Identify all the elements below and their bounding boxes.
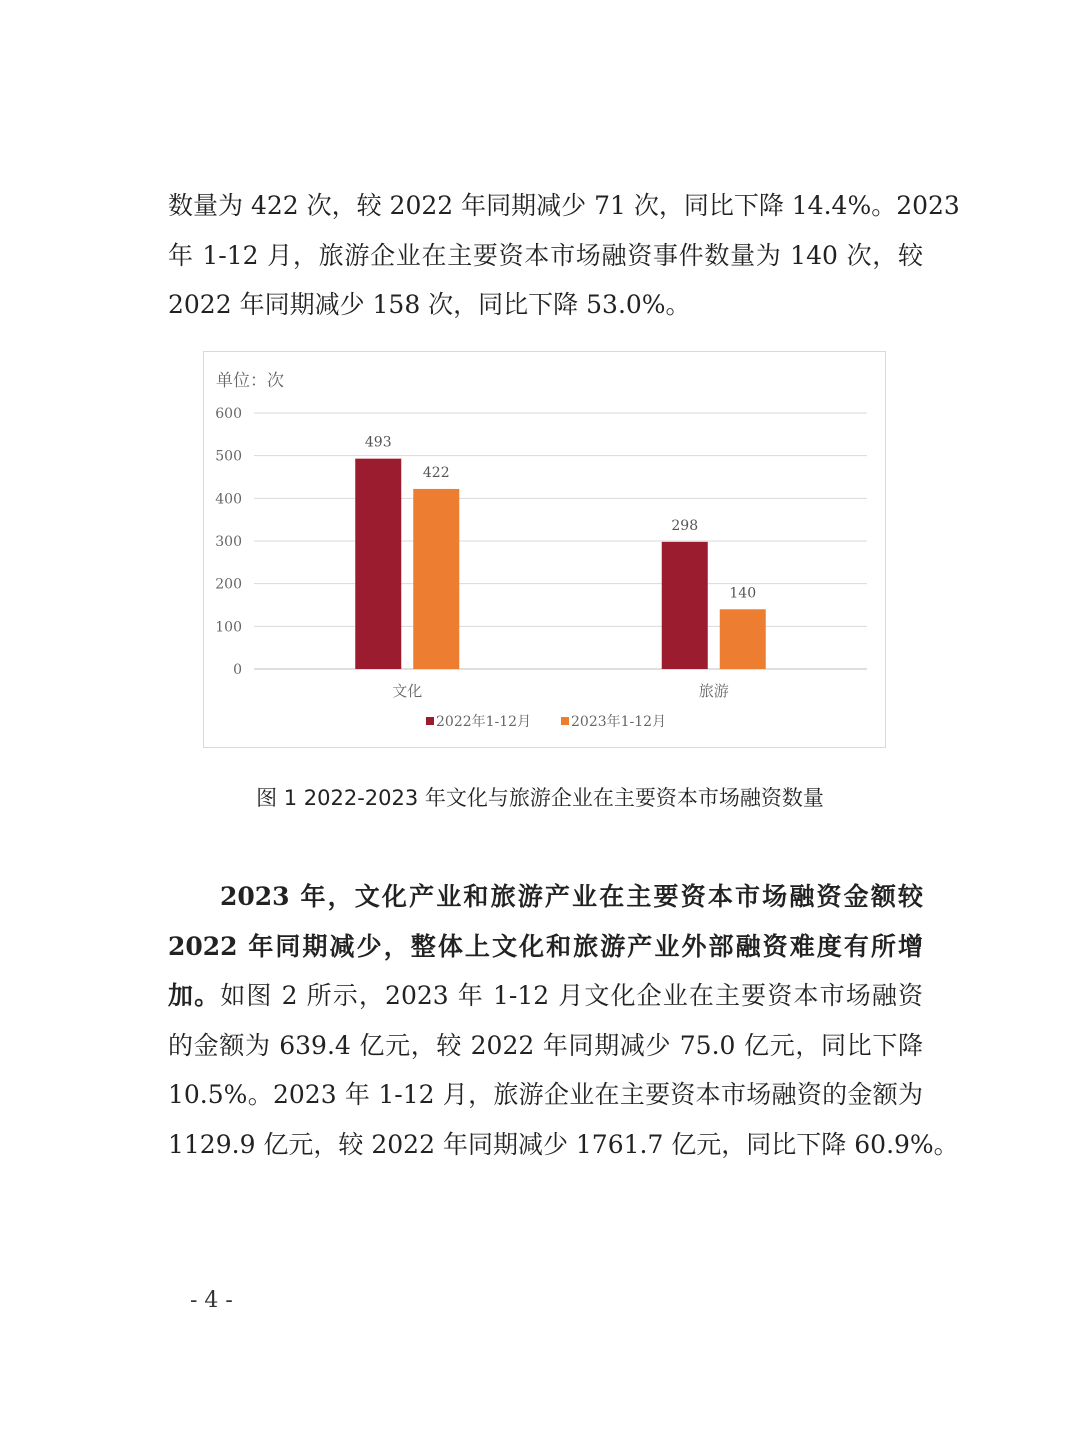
paragraph-2-line-2: 2022 年同期减少，整体上文化和旅游产业外部融资难度有所增 [168, 931, 923, 961]
legend-swatch-2023年1-12月 [561, 717, 569, 725]
paragraph-2-line-3 [168, 971, 923, 1021]
y-tick-label-500: 500 [215, 448, 242, 465]
paragraph-2-line-1: 2023 年，文化产业和旅游产业在主要资本市场融资金额较 [220, 882, 923, 911]
y-tick-label-300: 300 [215, 534, 242, 550]
data-label-文化-2022年1-12月: 493 [364, 434, 392, 451]
paragraph-2-line-4: 的金额为 639.4 亿元，较 2022 年同期减少 75.0 亿元，同比下降 [168, 1030, 923, 1060]
data-label-文化-2023年1-12月: 422 [422, 464, 450, 481]
unit-label: 单位：次 [216, 371, 284, 391]
x-category-文化: 文化 [392, 682, 423, 700]
bar-旅游-2023年1-12月 [720, 609, 766, 669]
data-label-旅游-2023年1-12月: 140 [729, 585, 757, 602]
y-tick-label-600: 600 [215, 406, 242, 422]
legend-swatch-2022年1-12月 [426, 717, 434, 725]
bar-旅游-2022年1-12月 [662, 542, 708, 669]
page-number: - 4 - [190, 1288, 233, 1313]
x-category-旅游: 旅游 [698, 682, 729, 700]
paragraph-1 [168, 181, 960, 330]
paragraph-1-line-2: 年 1-12 月，旅游企业在主要资本市场融资事件数量为 140 次，较 [168, 240, 923, 270]
y-tick-label-200: 200 [215, 576, 242, 593]
y-tick-label-100: 100 [215, 619, 242, 636]
figure-caption: 图 1 2022-2023 年文化与旅游企业在主要资本市场融资数量 [256, 786, 824, 810]
bar-文化-2023年1-12月 [413, 489, 459, 669]
y-tick-label-400: 400 [215, 491, 242, 508]
bar-文化-2022年1-12月 [355, 459, 401, 669]
legend-label-2022年1-12月: 2022年1-12月 [436, 714, 532, 730]
paragraph-2 [168, 872, 959, 1169]
paragraph-2-line-3-bold: 加。 [168, 981, 221, 1010]
y-tick-label-0: 0 [233, 662, 242, 678]
chart-figure-1 [203, 351, 886, 748]
data-label-旅游-2022年1-12月: 298 [671, 517, 699, 534]
paragraph-2-line-6: 1129.9 亿元，较 2022 年同期减少 1761.7 亿元，同比下降 60.9%。 [168, 1129, 959, 1159]
paragraph-2-line-3-rest: 如图 2 所示，2023 年 1-12 月文化企业在主要资本市场融资 [220, 981, 923, 1010]
bar-chart [204, 352, 885, 747]
paragraph-2-line-5: 10.5%。2023 年 1-12 月，旅游企业在主要资本市场融资的金额为 [168, 1080, 923, 1109]
paragraph-1-line-3: 2022 年同期减少 158 次，同比下降 53.0%。 [168, 290, 691, 319]
paragraph-1-line-1: 数量为 422 次，较 2022 年同期减少 71 次，同比下降 14.4%。2023 [168, 191, 960, 220]
legend-label-2023年1-12月: 2023年1-12月 [571, 714, 667, 730]
